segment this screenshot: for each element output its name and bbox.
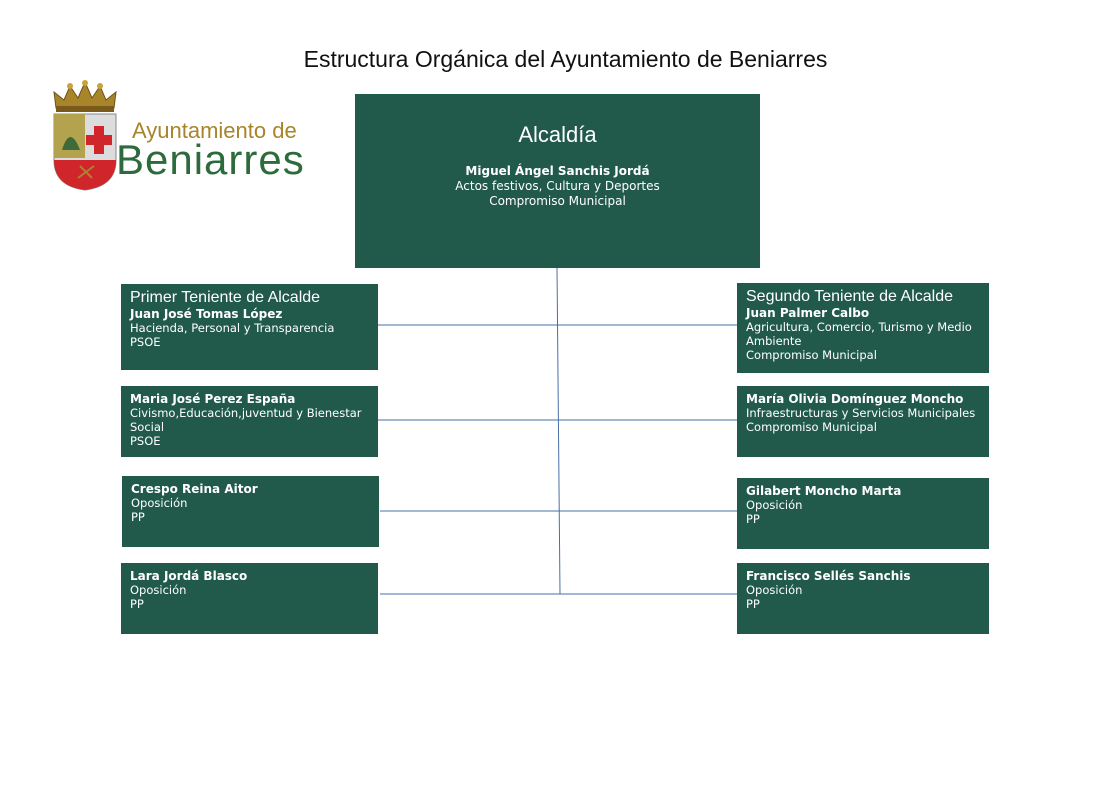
member-name: Gilabert Moncho Marta: [746, 484, 902, 498]
mayor-role: Alcaldía: [518, 122, 597, 147]
member-role: Segundo Teniente de Alcalde: [746, 288, 953, 305]
member-info-line: PSOE: [130, 335, 161, 349]
member-info-line: Oposición: [131, 496, 188, 510]
member-box: [121, 563, 378, 634]
member-name: Francisco Sellés Sanchis: [746, 569, 911, 583]
member-role: Primer Teniente de Alcalde: [130, 289, 321, 306]
member-box: [737, 478, 989, 549]
member-info-line: Compromiso Municipal: [746, 348, 877, 362]
page-title: Estructura Orgánica del Ayuntamiento de Beniarres: [303, 46, 828, 72]
member-box-first-deputy: [121, 284, 378, 370]
member-box: [121, 386, 378, 457]
member-name: Juan Palmer Calbo: [746, 306, 870, 320]
member-info-line: Oposición: [746, 498, 803, 512]
member-info-line: Social: [130, 420, 165, 434]
member-info-line: PP: [130, 597, 144, 611]
member-info-line: Hacienda, Personal y Transparencia: [130, 321, 335, 335]
member-name: María Olivia Domínguez Moncho: [746, 392, 964, 406]
mayor-name: Miguel Ángel Sanchis Jordá: [465, 164, 650, 178]
member-info-line: PSOE: [130, 434, 161, 448]
logo-text-ayuntamiento: Ayuntamiento de: [132, 118, 297, 143]
member-info-line: Civismo,Educación,juventud y Bienestar: [130, 406, 362, 420]
mayor-areas: Actos festivos, Cultura y Deportes: [455, 179, 660, 193]
member-info-line: Oposición: [130, 583, 187, 597]
member-box-second-deputy: [737, 283, 989, 373]
member-info-line: PP: [746, 512, 760, 526]
member-box: [737, 386, 989, 457]
member-box: [122, 476, 379, 547]
member-name: Crespo Reina Aitor: [131, 482, 258, 496]
trunk-line: [557, 268, 560, 594]
member-info-line: PP: [746, 597, 760, 611]
member-box: [737, 563, 989, 634]
mayor-party: Compromiso Municipal: [489, 194, 626, 208]
member-info-line: Compromiso Municipal: [746, 420, 877, 434]
member-info-line: Oposición: [746, 583, 803, 597]
member-info-line: PP: [131, 510, 145, 524]
member-name: Lara Jordá Blasco: [130, 569, 248, 583]
logo-text-beniarres: Beniarres: [116, 136, 305, 183]
mayor-box: [355, 94, 760, 268]
member-info-line: Agricultura, Comercio, Turismo y Medio: [746, 320, 972, 334]
member-name: Juan José Tomas López: [130, 307, 283, 321]
member-info-line: Infraestructuras y Servicios Municipales: [746, 406, 976, 420]
member-info-line: Ambiente: [746, 334, 802, 348]
member-name: Maria José Perez España: [130, 392, 296, 406]
